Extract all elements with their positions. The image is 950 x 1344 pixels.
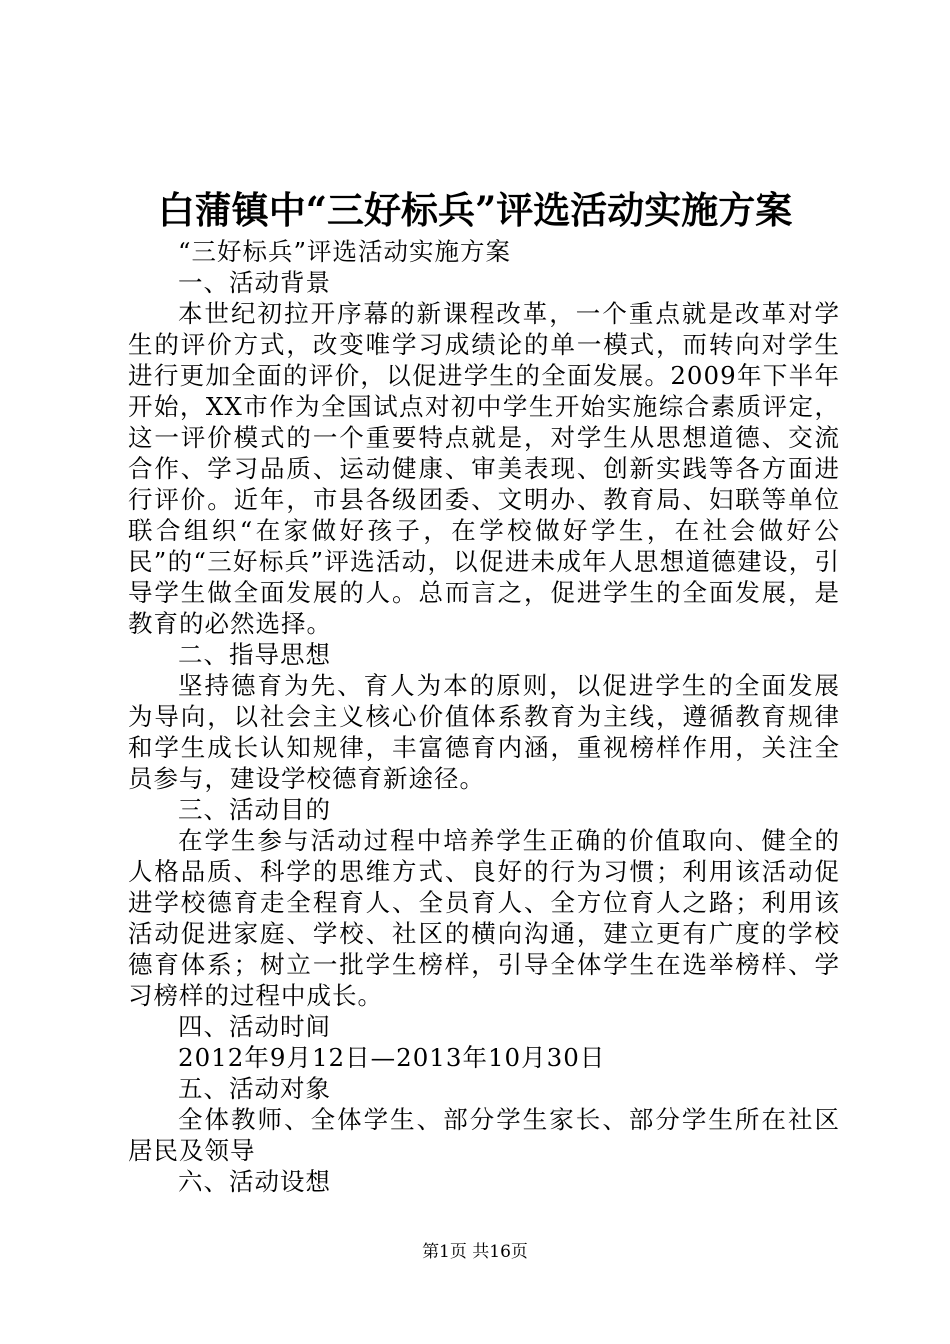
page-title: 白蒲镇中“三好标兵”评选活动实施方案 (157, 188, 793, 232)
document-subtitle: “三好标兵”评选活动实施方案 (178, 237, 512, 266)
section-paragraph: 2012年9月12日—2013年10月30日 (178, 1043, 606, 1072)
section-paragraph: 本世纪初拉开序幕的新课程改革，一个重点就是改革对学生的评价方式，改变唯学习成绩论的单一模式，而转向对学生进行更加全面的评价，以促进学生的全面发展。2009年下半年开始，XX市作为全国试点对初中学生开始实施综合素质评定，这一评价模式的一个重要特点就是，对学生从思想道德、交流合作、学习品质、运动健康、审美表现、创新实践等各方面进行评价。近年，市县各级团委、文明办、教育局、妇联等单位联合组织“在家做好孩子，在学校做好学生，在社会做好公民”的“三好标兵”评选活动，以促进未成年人思想道德建设，引导学生做全面发展的人。总而言之，促进学生的全面发展，是教育的必然选择。 (128, 299, 840, 638)
section-heading: 六、活动设想 (178, 1167, 331, 1196)
section-heading: 三、活动目的 (178, 795, 331, 824)
section-paragraph: 坚持德育为先、育人为本的原则，以促进学生的全面发展为导向，以社会主义核心价值体系教育为主线，遵循教育规律和学生成长认知规律，丰富德育内涵，重视榜样作用，关注全员参与，建设学校德育新途径。 (128, 671, 840, 793)
section-heading: 五、活动对象 (178, 1074, 331, 1103)
section-paragraph: 全体教师、全体学生、部分学生家长、部分学生所在社区居民及领导 (128, 1105, 840, 1165)
section-heading: 一、活动背景 (178, 268, 331, 297)
page-footer: 第1页 共16页 (422, 1242, 528, 1262)
section-heading: 四、活动时间 (178, 1012, 331, 1041)
section-heading: 二、指导思想 (178, 640, 331, 669)
document-body (128, 236, 840, 1197)
section-paragraph: 在学生参与活动过程中培养学生正确的价值取向、健全的人格品质、科学的思维方式、良好的行为习惯；利用该活动促进学校德育走全程育人、全员育人、全方位育人之路；利用该活动促进家庭、学校、社区的横向沟通，建立更有广度的学校德育体系；树立一批学生榜样，引导全体学生在选举榜样、学习榜样的过程中成长。 (128, 826, 840, 1010)
